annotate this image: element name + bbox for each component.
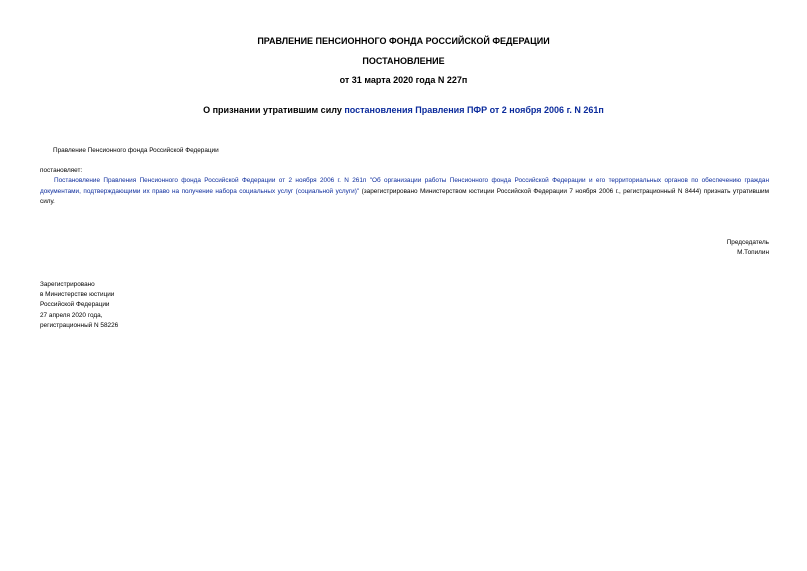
registration-line: 27 апреля 2020 года,	[40, 311, 103, 319]
registration-line: Зарегистрировано	[40, 281, 95, 288]
document-title	[0, 105, 807, 116]
registration-line: регистрационный N 58226	[40, 321, 119, 329]
organization-heading: ПРАВЛЕНИЕ ПЕНСИОННОГО ФОНДА РОССИЙСКОЙ ФЕДЕРАЦИИ	[257, 36, 550, 46]
registration-block	[40, 280, 118, 331]
issuer-line: Правление Пенсионного фонда Российской Федерации	[53, 147, 219, 154]
signatory-position: Председатель	[726, 239, 769, 246]
signatory-name: М.Топилин	[737, 249, 769, 256]
resolution-paragraph	[40, 176, 769, 208]
document-type-heading: ПОСТАНОВЛЕНИЕ	[362, 56, 445, 66]
title-prefix: О признании утратившим силу	[203, 105, 345, 115]
title-link[interactable]: постановления Правления ПФР от 2 ноября 2006 г. N 261п	[344, 105, 604, 115]
registration-line: в Министерстве юстиции	[40, 291, 115, 299]
document-date-number: от 31 марта 2020 года N 227п	[339, 75, 468, 85]
paragraph-link[interactable]: Постановление Правления Пенсионного фонда Российской Федерации от 2 ноября 2006 г. N 261п "Об организации работы Пенсионного фонда Российской Федерации и его территориальных органов по обеспечению граждан документами, подтверждающими их право на получение набора социальных услуг (социальной услуги)"	[40, 177, 769, 195]
paragraph-rest: (зарегистрировано Министерством юстиции Российской Федерации 7 ноября 2006 г., регистрационный N 8444) признать утратившим силу.	[40, 187, 769, 205]
resolves-line: постановляет:	[40, 167, 83, 174]
registration-line: Российской Федерации	[40, 301, 110, 309]
